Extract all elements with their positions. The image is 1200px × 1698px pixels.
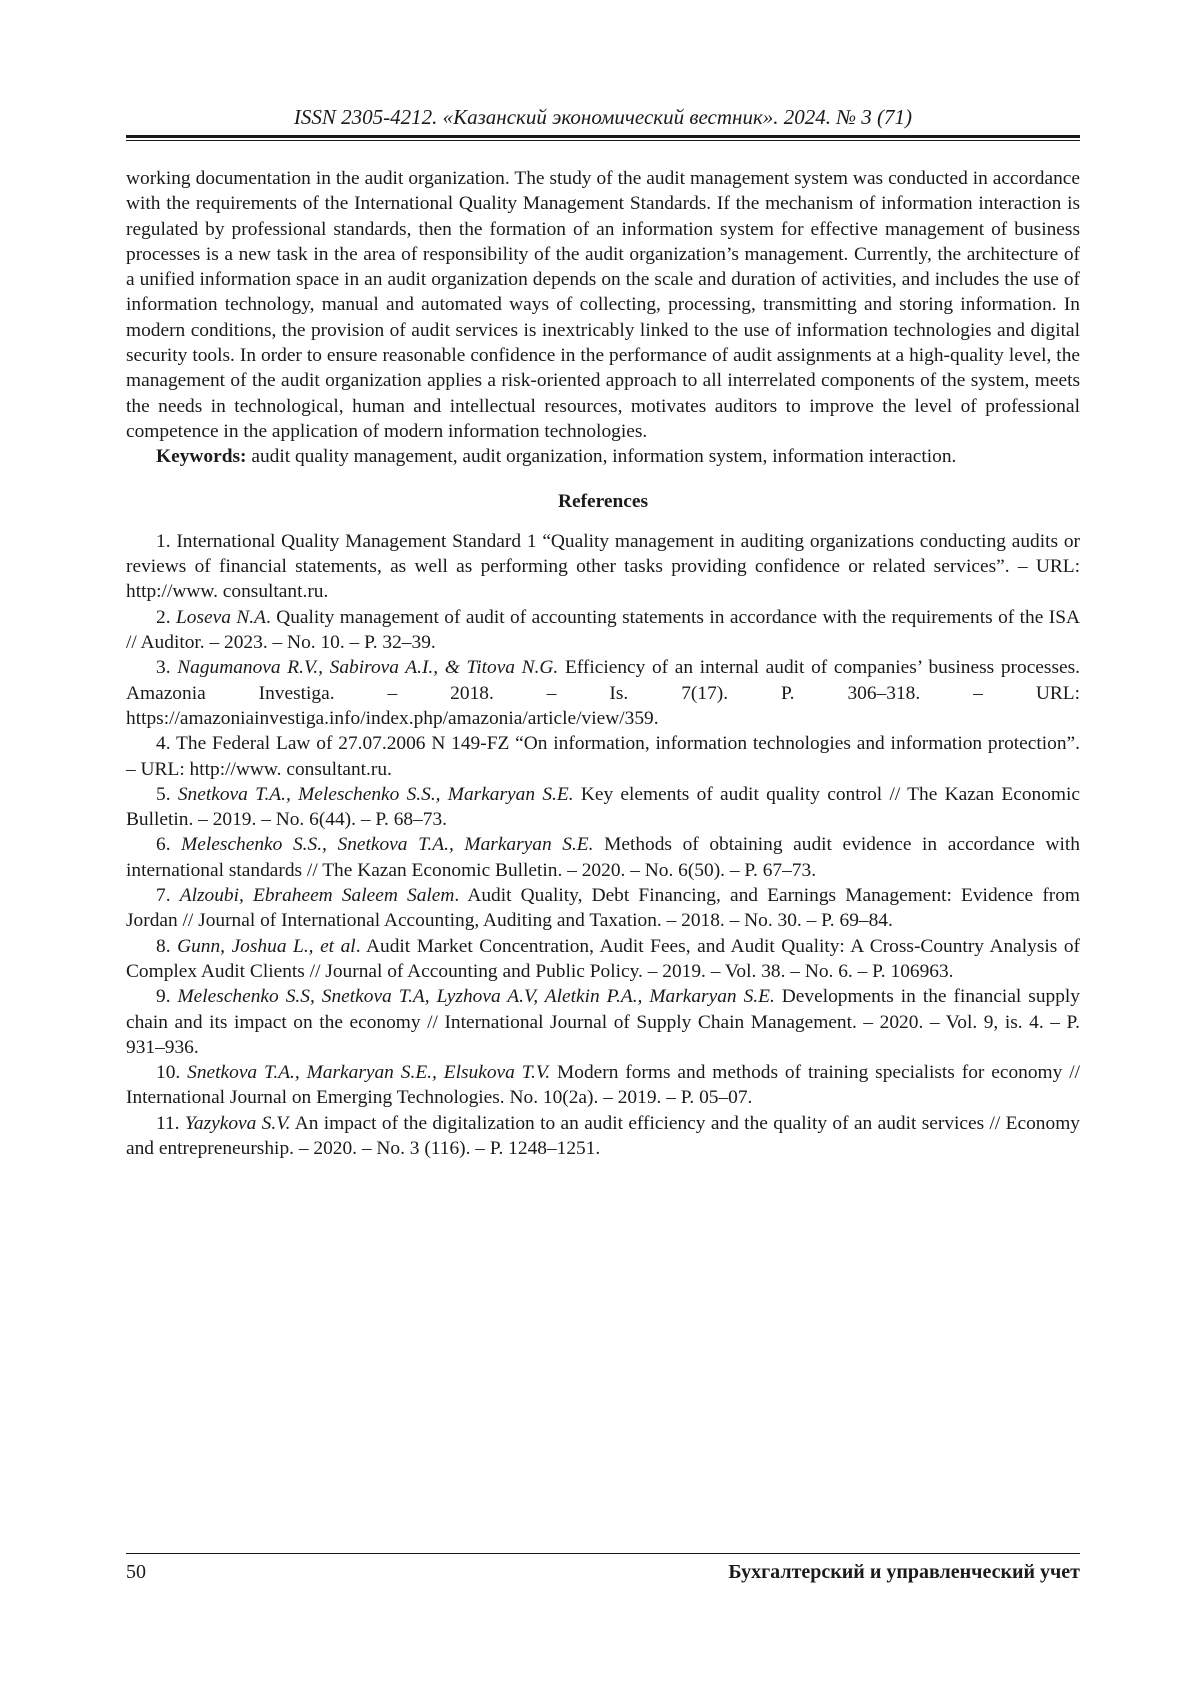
reference-number: 5. [156,783,178,805]
reference-text: . Audit Quality, Debt Financing, and Earnings Management: Evidence from Jordan // Journal of International Accounting, Auditing and Taxation. – 2018. – No. 30. – P. 69–84. [126,885,1081,932]
reference-authors: Nagumanova R.V., Sabirova A.I., & Titova N.G. [177,657,559,679]
reference-item [126,934,1080,985]
running-header: ISSN 2305-4212. «Казанский экономический вестник». 2024. № 3 (71) [293,105,913,129]
reference-text: Key elements of audit quality control // The Kazan Economic Bulletin. – 2019. – No. 6(44). – P. 68–73. [126,783,1080,831]
keywords-text: audit quality management, audit organization, information system, information interaction. [246,446,957,468]
page-number: 50 [126,1561,146,1583]
reference-item [126,1111,1080,1162]
reference-authors: Meleschenko S.S., Snetkova T.A., Markaryan S.E. [181,834,594,856]
journal-section-title: Бухгалтерский и управленческий учет [728,1561,1080,1583]
reference-text: Developments in the financial supply chain and its impact on the economy // International Journal of Supply Chain Management. – 2020. – Vol. 9, is. 4. – P. 931–936. [126,986,1081,1058]
reference-number: 6. [156,834,182,856]
keywords-label: Keywords: [156,446,247,468]
reference-text: Efficiency of an internal audit of companies’ business processes. Amazonia Investiga. – 2018. – Is. 7(17). P. 306–318. – URL: https://amazoniainvestiga.info/index.php/amazonia/article/view/359. [126,657,1081,729]
reference-authors: Snetkova T.A., Markaryan S.E., Elsukova T.V. [187,1062,551,1084]
reference-text: . Quality management of audit of accounting statements in accordance with the requirements of the ISA // Auditor. – 2023. – No. 10. – P. 32–39. [126,606,1080,654]
reference-authors: Loseva N.A [175,606,266,628]
references-heading: References [557,490,649,512]
reference-authors: Yazykova S.V. [184,1112,291,1134]
reference-text: International Quality Management Standard 1 “Quality management in auditing organizations conducting audits or reviews of financial statements, as well as performing other tasks providing confidence or related services”. – URL: http://www. consultant.ru. [126,530,1081,603]
reference-text: The Federal Law of 27.07.2006 N 149-FZ “On information, information technologies and information protection”. – URL: http://www. consultant.ru. [126,733,1080,780]
reference-number: 8. [156,935,178,957]
reference-list [126,529,1080,1161]
reference-authors: Gunn, Joshua L., et al [177,935,356,957]
reference-authors: Alzoubi, Ebraheem Saleem Salem [179,885,455,907]
reference-number: 1. [156,530,177,552]
abstract-paragraph: working documentation in the audit organization. The study of the audit management system was conducted in accordance with the requirements of the International Quality Management Standards. If the mechanism of information interaction is regulated by professional standards, then the formation of an information system for effective management of business processes is a new task in the area of responsibility of the audit organization’s management. Currently, the architecture of a unified information space in an audit organization depends on the scale and duration of activities, and includes the use of information technology, manual and automated ways of collecting, processing, transmitting and storing information. In modern conditions, the provision of audit services is inextricably linked to the use of information technologies and digital security tools. In order to ensure reasonable confidence in the performance of audit assignments at a high-quality level, the management of the audit organization applies a risk-oriented approach to all interrelated components of the system, meets the needs in technological, human and intellectual resources, motivates auditors to improve the level of professional competence in the application of modern information technologies. [126,168,1080,442]
page-content [126,166,1080,1161]
keywords-line [126,444,1080,469]
reference-item [126,731,1080,782]
reference-item [126,984,1080,1060]
header-rule-thin [126,140,1080,141]
reference-number: 11. [156,1112,185,1134]
reference-number: 7. [156,885,180,907]
footer-rule [126,1553,1080,1554]
reference-item [126,883,1080,934]
reference-number: 4. [156,733,177,755]
reference-text: . Audit Market Concentration, Audit Fees, and Audit Quality: A Cross-Country Analysis of Complex Audit Clients // Journal of Accounting and Public Policy. – 2019. – Vol. 38. – No. 6. – P. 106963. [126,935,1081,982]
reference-item [126,529,1080,605]
reference-text: Methods of obtaining audit evidence in accordance with international standards // The Kazan Economic Bulletin. – 2020. – No. 6(50). – P. 67–73. [126,834,1080,881]
header-rule-thick [126,135,1080,138]
reference-item [126,1060,1080,1111]
reference-authors: Snetkova T.A., Meleschenko S.S., Markaryan S.E. [177,783,574,805]
reference-number: 9. [156,986,178,1008]
reference-authors: Meleschenko S.S, Snetkova T.A, Lyzhova A.V, Aletkin P.A., Markaryan S.E. [177,986,775,1008]
reference-text: An impact of the digitalization to an audit efficiency and the quality of an audit services // Economy and entrepreneurship. – 2020. – No. 3 (116). – P. 1248–1251. [126,1112,1080,1159]
reference-item [126,605,1080,656]
reference-number: 10. [156,1062,188,1084]
reference-item [126,832,1080,883]
reference-number: 2. [156,606,176,628]
reference-item [126,782,1080,833]
reference-number: 3. [156,657,178,679]
reference-item [126,655,1080,731]
reference-text: Modern forms and methods of training specialists for economy // International Journal on Emerging Technologies. No. 10(2a). – 2019. – P. 05–07. [126,1062,1080,1109]
